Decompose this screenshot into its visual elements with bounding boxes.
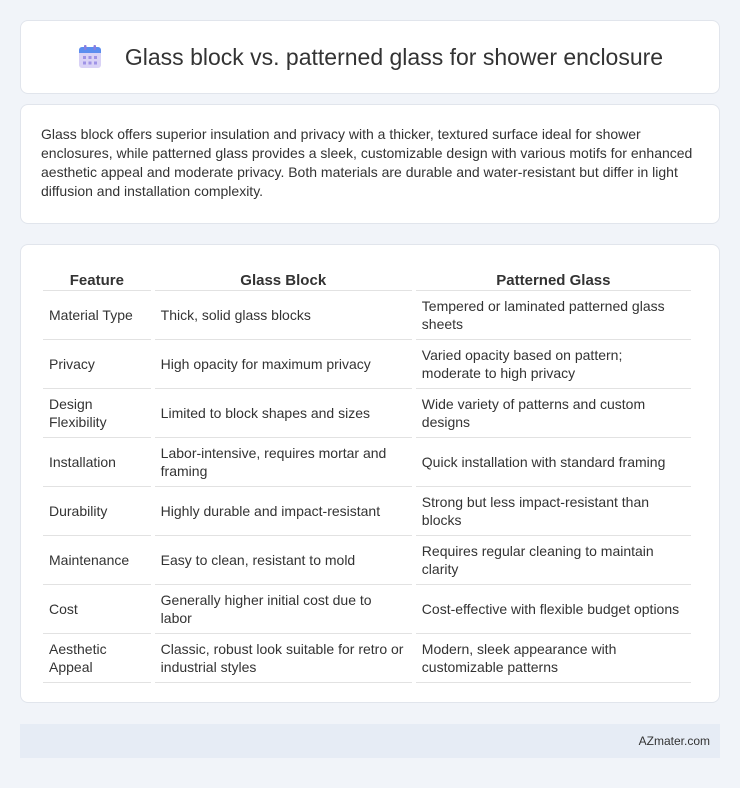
feature-cell: Material Type [43,291,151,340]
title-card [20,20,720,94]
feature-cell: Cost [43,585,151,634]
header-patterned-glass: Patterned Glass [416,265,691,291]
feature-cell: Aesthetic Appeal [43,634,151,683]
feature-cell: Design Flexibility [43,389,151,438]
table-row [43,487,691,536]
feature-cell: Maintenance [43,536,151,585]
feature-cell: Privacy [43,340,151,389]
table-row [43,438,691,487]
glass-block-cell: Easy to clean, resistant to mold [155,536,412,585]
glass-block-cell: Generally higher initial cost due to labor [155,585,412,634]
feature-cell: Installation [43,438,151,487]
patterned-glass-cell: Varied opacity based on pattern; moderate to high privacy [416,340,691,389]
header-glass-block: Glass Block [155,265,412,291]
patterned-glass-cell: Cost-effective with flexible budget options [416,585,691,634]
table-row [43,340,691,389]
glass-block-cell: Thick, solid glass blocks [155,291,412,340]
table-row [43,585,691,634]
table-row [43,634,691,683]
page-title: Glass block vs. patterned glass for shower enclosure [124,43,664,70]
summary-text: Glass block offers superior insulation and privacy with a thicker, textured surface ideal for shower enclosures, while patterned glass provides a sleek, customizable design with various motifs for enhanced aesthetic appeal and moderate privacy. Both materials are durable and water-resistant but differ in light diffusion and installation complexity. [41,126,693,199]
glass-block-cell: Highly durable and impact-resistant [155,487,412,536]
calendar-icon [77,44,103,70]
comparison-table-card [20,244,720,703]
table-row [43,291,691,340]
patterned-glass-cell: Wide variety of patterns and custom designs [416,389,691,438]
glass-block-cell: Labor-intensive, requires mortar and framing [155,438,412,487]
footer-site-link[interactable]: AZmater.com [638,734,710,748]
header-feature: Feature [43,265,151,291]
glass-block-cell: Limited to block shapes and sizes [155,389,412,438]
table-row [43,536,691,585]
patterned-glass-cell: Requires regular cleaning to maintain clarity [416,536,691,585]
patterned-glass-cell: Modern, sleek appearance with customizable patterns [416,634,691,683]
table-row [43,389,691,438]
patterned-glass-cell: Quick installation with standard framing [416,438,691,487]
patterned-glass-cell: Tempered or laminated patterned glass sheets [416,291,691,340]
feature-cell: Durability [43,487,151,536]
glass-block-cell: Classic, robust look suitable for retro or industrial styles [155,634,412,683]
patterned-glass-cell: Strong but less impact-resistant than blocks [416,487,691,536]
footer-bar [20,724,720,758]
glass-block-cell: High opacity for maximum privacy [155,340,412,389]
comparison-table [39,265,695,683]
table-header-row [43,265,691,291]
summary-card [20,104,720,224]
